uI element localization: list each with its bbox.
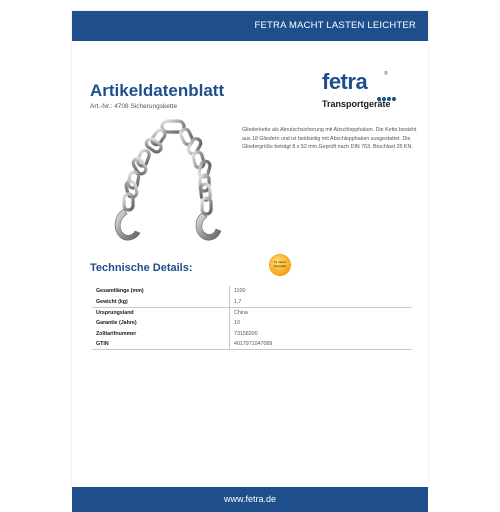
spec-key: Gewicht (kg): [92, 296, 230, 307]
table-row: [92, 296, 412, 307]
brand-subtitle: Transportgeräte: [322, 99, 391, 109]
table-row: [92, 339, 412, 350]
article-number: Art.-Nr.: 4708 Sicherungskette: [90, 103, 178, 110]
fetra-logo: [322, 69, 404, 97]
table-row: [92, 307, 412, 318]
website-link[interactable]: www.fetra.de: [223, 494, 277, 504]
spec-value: 10: [234, 320, 240, 327]
spec-value: 73158200: [234, 330, 258, 337]
spec-key: GTIN: [92, 339, 230, 350]
spec-key: Ursprungsland: [92, 307, 230, 318]
table-row: [92, 329, 412, 339]
warranty-seal-text: 10 Jahre Garantie: [273, 260, 287, 268]
spec-value: 1100: [234, 288, 246, 295]
table-row: [92, 318, 412, 328]
slogan: FETRA MACHT LASTEN LEICHTER: [254, 20, 416, 31]
product-description: Gliederkette als Abrutschsicherung mit Abschlepphaken. Die Kette besteht aus 18 Gliedern und ist beidseitig mit Abschlepphaken ausgestattet. Die Gliedergröße beträgt 8 x 52 mm.Geprüft nach DIN 763, Bruchlast 25 KN.: [242, 127, 417, 151]
page-title: Artikeldatenblatt: [90, 81, 225, 100]
chain-with-hooks-icon: [106, 119, 236, 249]
spec-value: 4017971047089: [230, 339, 413, 350]
datasheet-page: [72, 11, 428, 504]
technical-details-heading: Technische Details:: [90, 262, 193, 274]
spec-value: China: [230, 307, 413, 318]
registered-mark: ®: [384, 71, 388, 77]
spec-key: Zolltarifnummer: [92, 329, 230, 339]
spec-value: 1,7: [234, 298, 242, 305]
top-banner: [72, 11, 428, 41]
logo-wordmark: fetra: [322, 69, 368, 94]
warranty-seal-icon: [270, 255, 290, 275]
spec-key: Garantie (Jahre): [92, 318, 230, 328]
table-row: [92, 286, 412, 296]
spec-key: Gesamtlänge (mm): [92, 286, 230, 296]
specs-table: [92, 286, 412, 350]
